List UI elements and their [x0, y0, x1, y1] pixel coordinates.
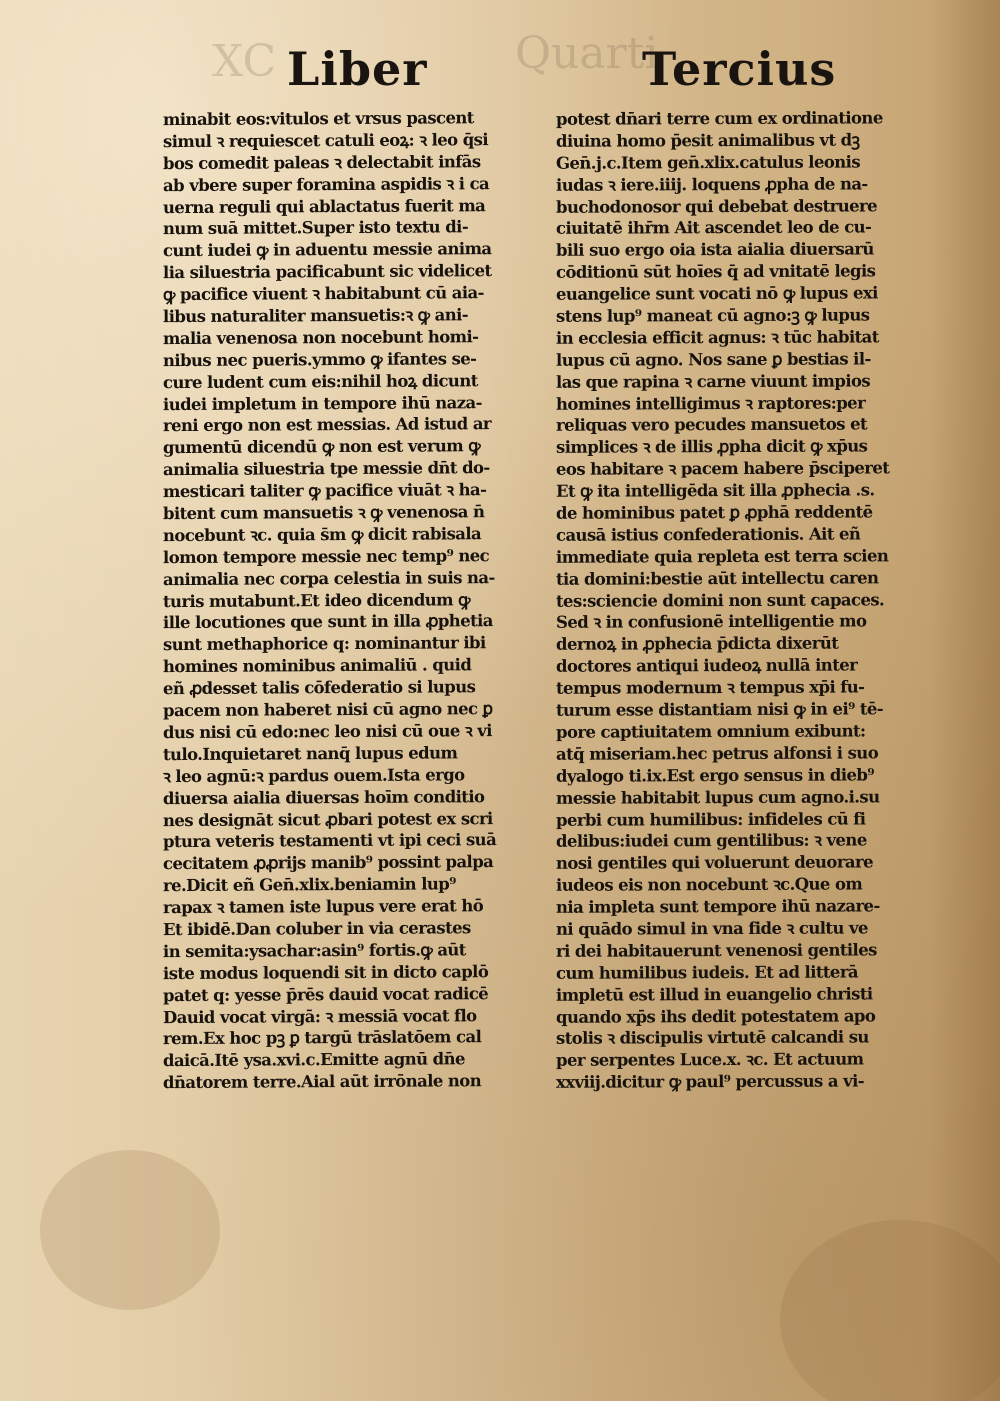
- text-line: ri dei habitauerunt venenosi gentiles: [555, 940, 877, 961]
- text-line: ni quādo simul in vna fide ꝛ cultu ve: [555, 918, 868, 939]
- text-line: lomon tempore messie nec temp⁹ nec: [162, 545, 490, 567]
- text-line: per serpentes Luce.x. ꝛc. Et actuum: [555, 1049, 864, 1071]
- text-line: minabit eos:vitulos et vrsus pascent: [162, 108, 474, 130]
- text-line: nibus nec pueris.ymmo ꝙ ifantes se-: [162, 349, 477, 370]
- text-line: in ecclesia efficit agnus: ꝛ tūc habitat: [555, 327, 879, 348]
- text-line: bili suo ergo oia ista aialia diuersarū: [555, 239, 874, 261]
- text-line: Dauid vocat virgā: ꝛ messiā vocat flo: [162, 1005, 477, 1027]
- text-line: messie habitabit lupus cum agno.i.su: [555, 786, 880, 808]
- text-line: quando xp̄s ihs dedit potestatem apo: [555, 1005, 876, 1027]
- text-line: las que rapina ꝛ carne viuunt impios: [555, 371, 871, 392]
- text-line: diuina homo p̄esit animalibus vt dꝫ: [555, 130, 860, 151]
- text-line: iudei impletum in tempore ihū naza-: [162, 392, 482, 414]
- text-line: re.Dicit eñ Gen̄.xlix.beniamin lup⁹: [162, 874, 456, 896]
- text-line: dyalogo ti.ix.Est ergo sensus in dieb⁹: [555, 765, 874, 786]
- text-line: de hominibus patet ꝑ ꝓphā reddentē: [555, 502, 873, 523]
- text-line: Gen̄.j.c.Item gen̄.xlix.catulus leonis: [555, 152, 861, 173]
- text-line: reliquas vero pecudes mansuetos et: [555, 414, 868, 436]
- text-line: cecitatem ꝓꝓrijs manib⁹ possint palpa: [162, 852, 494, 874]
- text-line: ciuitatē ihr̄m Ait ascendet leo de cu-: [555, 217, 872, 239]
- text-line: ꝛ leo agnū:ꝛ pardus ouem.Ista ergo: [162, 765, 465, 786]
- text-line: potest dn̄ari terre cum ex ordinatione: [555, 108, 883, 129]
- text-line: uerna reguli qui ablactatus fuerit ma: [162, 195, 486, 217]
- running-head-right: Tercius: [642, 42, 837, 96]
- text-line: stolis ꝛ discipulis virtutē calcandi su: [555, 1027, 869, 1049]
- text-line: iste modus loquendi sit in dicto caplō: [162, 961, 489, 983]
- text-line: malia venenosa non nocebunt homi-: [162, 327, 479, 349]
- text-line: cunt iudei ꝙ in aduentu messie anima: [162, 239, 492, 261]
- text-line: lupus cū agno. Nos sane ꝑ bestias il-: [555, 349, 871, 370]
- text-line: num suā mittet.Super isto textu di-: [162, 217, 469, 239]
- text-line: nia impleta sunt tempore ihū nazare-: [555, 896, 880, 917]
- text-line: atq̄ miseriam.hec petrus alfonsi i suo: [555, 743, 879, 764]
- text-line: patet q: yesse p̄rēs dauid vocat radicē: [162, 983, 489, 1005]
- text-line: causā istius confederationis. Ait eñ: [555, 524, 861, 545]
- text-line: bos comedit paleas ꝛ delectabit infās: [162, 151, 481, 173]
- text-line: delibus:iudei cum gentilibus: ꝛ vene: [555, 830, 867, 852]
- text-line: turis mutabunt.Et ideo dicendum ꝙ: [162, 589, 471, 611]
- text-line: sunt methaphorice q: nominantur ibi: [162, 633, 486, 655]
- text-line: xxviij.dicitur ꝙ paul⁹ percussus a vi-: [555, 1071, 865, 1092]
- text-line: mesticari taliter ꝙ pacifice viuāt ꝛ ha-: [162, 480, 487, 502]
- bleed-through-text: Quarti: [515, 28, 659, 79]
- right-text-column: [556, 108, 916, 1093]
- text-line: ille locutiones que sunt in illa ꝓphetia: [162, 611, 493, 633]
- text-line: eos habitare ꝛ pacem habere p̄sciperet: [555, 458, 890, 480]
- text-line: tia domini:bestie aūt intellectu caren: [555, 568, 879, 589]
- text-line: homines intelligimus ꝛ raptores:per: [555, 393, 866, 414]
- text-line: animalia nec corpa celestia in suis na-: [162, 567, 495, 589]
- text-line: rem.Ex hoc pꝫ ꝑ targū trāslatōem cal: [162, 1027, 482, 1049]
- text-line: tempus modernum ꝛ tempus xp̄i fu-: [555, 677, 865, 698]
- text-line: buchodonosor qui debebat destruere: [555, 195, 878, 217]
- page-edge-shadow: [930, 0, 1000, 1401]
- bleed-through-text: XC: [212, 36, 277, 87]
- text-line: ptura veteris testamenti vt ipi ceci suā: [162, 830, 497, 852]
- text-line: tulo.Inquietaret nanq̄ lupus edum: [162, 743, 458, 764]
- text-line: dn̄atorem terre.Aial aūt irrōnale non: [162, 1071, 482, 1093]
- running-head-left: Liber: [287, 42, 428, 96]
- text-line: reni ergo non est messias. Ad istud ar: [162, 414, 492, 436]
- paper-stain: [40, 1150, 220, 1310]
- text-line: cōditionū sūt hoīes q̄ ad vnitatē legis: [555, 261, 876, 283]
- text-line: Et ibidē.Dan coluber in via cerastes: [162, 918, 471, 940]
- text-line: immediate quia repleta est terra scien: [555, 546, 889, 567]
- text-line: simplices ꝛ de illis ꝓpha dicit ꝙ xp̄us: [555, 436, 868, 458]
- text-line: simul ꝛ requiescet catuli eoꝝ: ꝛ leo q̄si: [162, 130, 489, 152]
- text-line: animalia siluestria tpe messie dn̄t do-: [162, 458, 490, 480]
- text-line: Sed ꝛ in confusionē intelligentie mo: [555, 611, 867, 633]
- text-line: cum humilibus iudeis. Et ad litterā: [555, 962, 859, 983]
- text-line: iudas ꝛ iere.iiij. loquens ꝓpha de na-: [555, 174, 868, 195]
- text-line: libus naturaliter mansuetis:ꝛ ꝙ ani-: [162, 305, 469, 327]
- text-line: impletū est illud in euangelio christi: [555, 984, 873, 1005]
- text-line: nosi gentiles qui voluerunt deuorare: [555, 852, 874, 874]
- text-line: eñ ꝓdesset talis cōfederatio si lupus: [162, 677, 476, 699]
- text-line: in semita:ysachar:asin⁹ fortis.ꝙ aūt: [162, 940, 466, 961]
- text-line: iudeos eis non nocebunt ꝛc.Que om: [555, 874, 863, 895]
- text-line: ab vbere super foramina aspidis ꝛ i ca: [162, 173, 490, 195]
- text-line: bitent cum mansuetis ꝛ ꝙ venenosa n̄: [162, 502, 485, 524]
- text-line: cure ludent cum eis:nihil hoꝝ dicunt: [162, 370, 478, 392]
- left-text-column: [163, 108, 535, 1093]
- text-line: rapax ꝛ tamen iste lupus vere erat hō: [162, 896, 484, 918]
- text-line: homines nominibus animaliū . quid: [162, 655, 472, 677]
- text-line: gumentū dicendū ꝙ non est verum ꝙ: [162, 436, 481, 458]
- text-line: nes designāt sicut ꝓbari potest ex scri: [162, 808, 493, 830]
- text-line: euangelice sunt vocati nō ꝙ lupus exi: [555, 283, 878, 304]
- text-line: pore captiuitatem omnium exibunt:: [555, 721, 866, 742]
- text-line: daicā.Itē ysa.xvi.c.Emitte agnū dn̄e: [162, 1049, 465, 1071]
- text-line: pacem non haberet nisi cū agno nec ꝑ: [162, 699, 493, 721]
- text-line: diuersa aialia diuersas hoīm conditio: [162, 786, 485, 808]
- text-line: lia siluestria pacificabunt sic videlicet: [162, 261, 492, 283]
- text-line: dus nisi cū edo:nec leo nisi cū oue ꝛ vi: [162, 721, 492, 743]
- text-line: ꝙ pacifice viuent ꝛ habitabunt cū aia-: [162, 283, 484, 305]
- text-line: Et ꝙ ita intelligēda sit illa ꝓphecia .s.: [555, 480, 875, 501]
- text-line: perbi cum humilibus: infideles cū fi: [555, 808, 866, 830]
- text-line: dernoꝝ in ꝓphecia p̄dicta dixerūt: [555, 633, 839, 655]
- text-line: turum esse distantiam nisi ꝙ in ei⁹ tē-: [555, 699, 884, 720]
- text-line: stens lup⁹ maneat cū agno:ꝫ ꝙ lupus: [555, 305, 870, 326]
- text-line: doctores antiqui iudeoꝝ nullā inter: [555, 655, 858, 677]
- text-line: tes:sciencie domini non sunt capaces.: [555, 589, 885, 611]
- text-line: nocebunt ꝛc. quia s̄m ꝙ dicit rabisala: [162, 524, 482, 546]
